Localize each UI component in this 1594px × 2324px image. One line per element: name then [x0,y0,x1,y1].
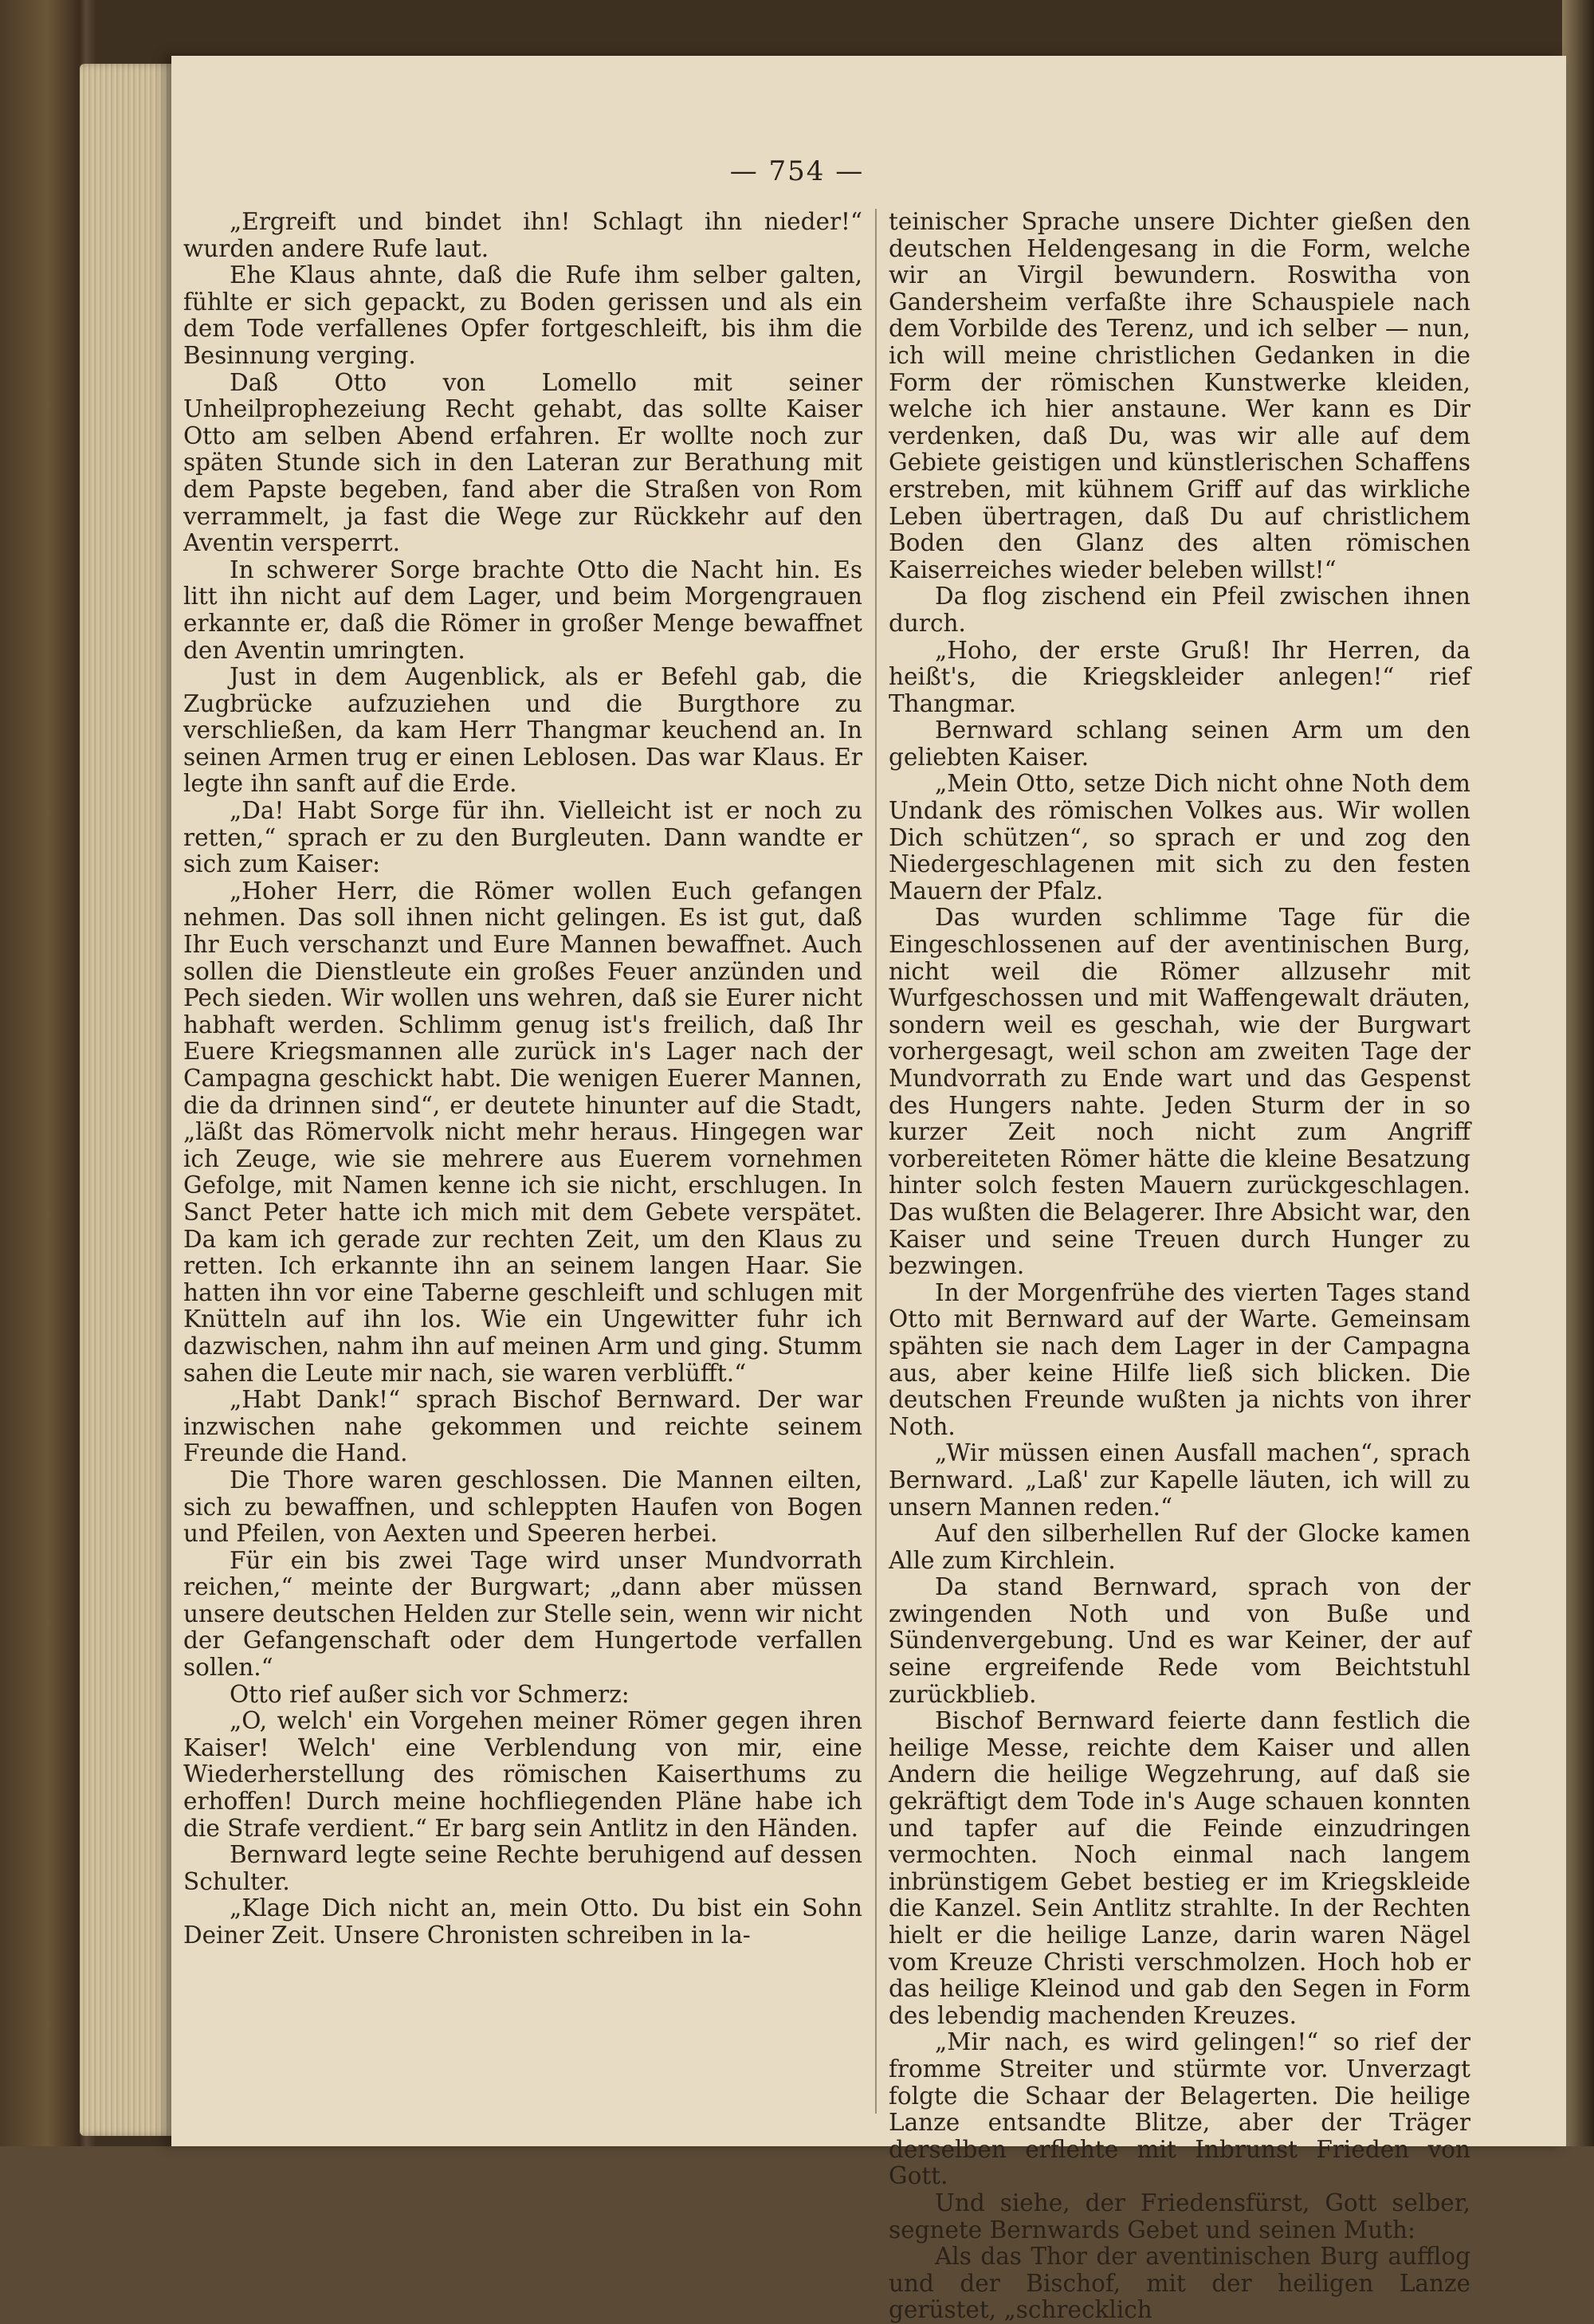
book-page-edges [80,64,175,2136]
page-number: — 754 — [729,155,865,187]
paragraph: Und siehe, der Friedensfürst, Gott selber, segnete Bernwards Gebet und seinen Muth: [889,2189,1470,2244]
paragraph: Ehe Klaus ahnte, daß die Rufe ihm selber galten, fühlte er sich gepackt, zu Boden gerissen und als ein dem Tode verfallenes Opfer fortgeschleift, bis ihm die Besinnung verging. [183,261,862,369]
paragraph: Für ein bis zwei Tage wird unser Mundvorrath reichen,“ meinte der Burgwart; „dann aber müssen unsere deutschen Helden zur Stelle sein, wenn wir nicht der Gefangenschaft oder dem Hungertode verfallen sollen.“ [183,1546,862,1682]
paragraph: „Ergreift und bindet ihn! Schlagt ihn nieder!“ wurden andere Rufe laut. [183,208,862,262]
left-text-column [183,209,862,1949]
paragraph: „Da! Habt Sorge für ihn. Vielleicht ist er noch zu retten,“ sprach er zu den Burgleuten. Dann wandte er sich zum Kaiser: [183,797,862,878]
paragraph: Da stand Bernward, sprach von der zwingenden Noth und von Buße und Sündenvergebung. Und es war Keiner, der auf seine ergreifende Rede vom Beichtstuhl zurückblieb. [889,1573,1470,1708]
paragraph: Da flog zischend ein Pfeil zwischen ihnen durch. [889,583,1470,637]
paragraph: „O, welch' ein Vorgehen meiner Römer gegen ihren Kaiser! Welch' eine Verblendung von mir, eine Wiederherstellung des römischen Kaiserthums zu erhoffen! Durch meine hochfliegenden Pläne habe ich die Strafe verdient.“ Er barg sein Antlitz in den Händen. [183,1707,862,1842]
paragraph: In der Morgenfrühe des vierten Tages stand Otto mit Bernward auf der Warte. Gemeinsam spähten sie nach dem Lager in der Campagna aus, aber keine Hilfe ließ sich blicken. Die deutschen Freunde wußten ja nichts von ihrer Noth. [889,1278,1470,1440]
paragraph: Auf den silberhellen Ruf der Glocke kamen Alle zum Kirchlein. [889,1520,1470,1574]
paragraph: Das wurden schlimme Tage für die Eingeschlossenen auf der aventinischen Burg, nicht weil die Römer allzusehr mit Wurfgeschossen und mit Waffengewalt dräuten, sondern weil es geschah, wie der Burgwart vorhergesagt, weil schon am zweiten Tage der Mundvorrath zu Ende wart und das Gespenst des Hungers nahte. Jeden Sturm der in so kurzer Zeit noch nicht zum Angriff vorbereiteten Römer hätte die kleine Besatzung hinter solch festen Mauern zurückgeschlagen. Das wußten die Belagerer. Ihre Absicht war, den Kaiser und seine Treuen durch Hunger zu bezwingen. [889,904,1470,1280]
paragraph: „Mir nach, es wird gelingen!“ so rief der fromme Streiter und stürmte vor. Unverzagt folgte die Schaar der Belagerten. Die heilige Lanze entsandte Blitze, aber der Träger derselben erflehte mit Inbrunst Frieden von Gott. [889,2028,1470,2190]
paragraph: „Mein Otto, setze Dich nicht ohne Noth dem Undank des römischen Volkes aus. Wir wollen Dich schützen“, so sprach er und zog den Niedergeschlagenen mit sich zu den festen Mauern der Pfalz. [889,770,1470,905]
book-gutter-shadow [1562,0,1594,2146]
paragraph: „Hoher Herr, die Römer wollen Euch gefangen nehmen. Das soll ihnen nicht gelingen. Es ist gut, daß Ihr Euch verschanzt und Eure Mannen bewaffnet. Auch sollen die Dienstleute ein großes Feuer anzünden und Pech sieden. Wir wollen uns wehren, daß sie Eurer nicht habhaft werden. Schlimm genug ist's freilich, daß Ihr Euere Kriegsmannen alle zurück in's Lager nach der Campagna geschickt habt. Die wenigen Euerer Mannen, die da drinnen sind“, er deutete hinunter auf die Stadt, „läßt das Römervolk nicht mehr heraus. Hingegen war ich Zeuge, wie sie mehrere aus Euerem vornehmen Gefolge, mit Namen kenne ich sie nicht, erschlugen. In Sanct Peter hatte ich mich mit dem Gebete verspätet. Da kam ich gerade zur rechten Zeit, um den Klaus zu retten. Ich erkannte ihn an seinem langen Haar. Sie hatten ihn vor eine Taberne geschleift und schlugen mit Knütteln auf ihn los. Wie ein Ungewitter fuhr ich dazwischen, nahm ihn auf meinen Arm und ging. Stumm sahen die Leute mir nach, sie waren verblüfft.“ [183,877,862,1387]
paragraph: Als das Thor der aventinischen Burg aufflog und der Bischof, mit der heiligen Lanze gerüstet, „schrecklich [889,2243,1470,2324]
paragraph: „Hoho, der erste Gruß! Ihr Herren, da heißt's, die Kriegskleider anlegen!“ rief Thangmar. [889,636,1470,717]
paragraph: „Wir müssen einen Ausfall machen“, sprach Bernward. „Laß' zur Kapelle läuten, ich will zu unsern Mannen reden.“ [889,1439,1470,1521]
paragraph: teinischer Sprache unsere Dichter gießen den deutschen Heldengesang in die Form, welche wir an Virgil bewundern. Roswitha von Gandersheim verfaßte ihre Schauspiele nach dem Vorbilde des Terenz, und ich selber — nun, ich will meine christlichen Gedanken in die Form der römischen Kunstwerke kleiden, welche ich hier anstaune. Wer kann es Dir verdenken, daß Du, was wir alle auf dem Gebiete geistigen und künstlerischen Schaffens erstreben, mit kühnem Griff auf das wirkliche Leben übertragen, daß Du auf christlichem Boden den Glanz des alten römischen Kaiserreiches wieder beleben willst!“ [889,208,1470,583]
right-text-column [889,209,1470,2324]
paragraph: In schwerer Sorge brachte Otto die Nacht hin. Es litt ihn nicht auf dem Lager, und beim Morgengrauen erkannte er, daß die Römer in großer Menge bewaffnet den Aventin umringten. [183,555,862,664]
paragraph: Daß Otto von Lomello mit seiner Unheilprophezeiung Recht gehabt, das sollte Kaiser Otto am selben Abend erfahren. Er wollte noch zur späten Stunde sich in den Lateran zur Berathung mit dem Papste begeben, fand aber die Straßen von Rom verrammelt, ja fast die Wege zur Rückkehr auf den Aventin versperrt. [183,368,862,557]
paragraph: Otto rief außer sich vor Schmerz: [230,1680,630,1708]
column-divider [875,209,877,2114]
paragraph: Bernward schlang seinen Arm um den geliebten Kaiser. [889,716,1470,771]
paragraph: Die Thore waren geschlossen. Die Mannen eilten, sich zu bewaffnen, und schleppten Haufen von Bogen und Pfeilen, von Aexten und Speeren herbei. [183,1466,862,1548]
paragraph: Bernward legte seine Rechte beruhigend auf dessen Schulter. [183,1841,862,1895]
paragraph: „Klage Dich nicht an, mein Otto. Du bist ein Sohn Deiner Zeit. Unsere Chronisten schreiben in la- [183,1894,862,1949]
paragraph: Just in dem Augenblick, als er Befehl gab, die Zugbrücke aufzuziehen und die Burgthore zu verschließen, da kam Herr Thangmar keuchend an. In seinen Armen trug er einen Leblosen. Das war Klaus. Er legte ihn sanft auf die Erde. [183,663,862,798]
paragraph: Bischof Bernward feierte dann festlich die heilige Messe, reichte dem Kaiser und allen Andern die heilige Wegzehrung, auf daß sie gekräftigt dem Tode in's Auge schauen konnten und tapfer auf die Feinde einzudringen vermochten. Noch einmal nach langem inbrünstigem Gebet bestieg er im Kriegskleide die Kanzel. Sein Antlitz strahlte. In der Rechten hielt er die heilige Lanze, darin waren Nägel vom Kreuze Christi verschmolzen. Hoch hob er das heilige Kleinod und gab den Segen in Form des lebendig machenden Kreuzes. [889,1707,1470,2029]
paragraph: „Habt Dank!“ sprach Bischof Bernward. Der war inzwischen nahe gekommen und reichte seinem Freunde die Hand. [183,1386,862,1467]
